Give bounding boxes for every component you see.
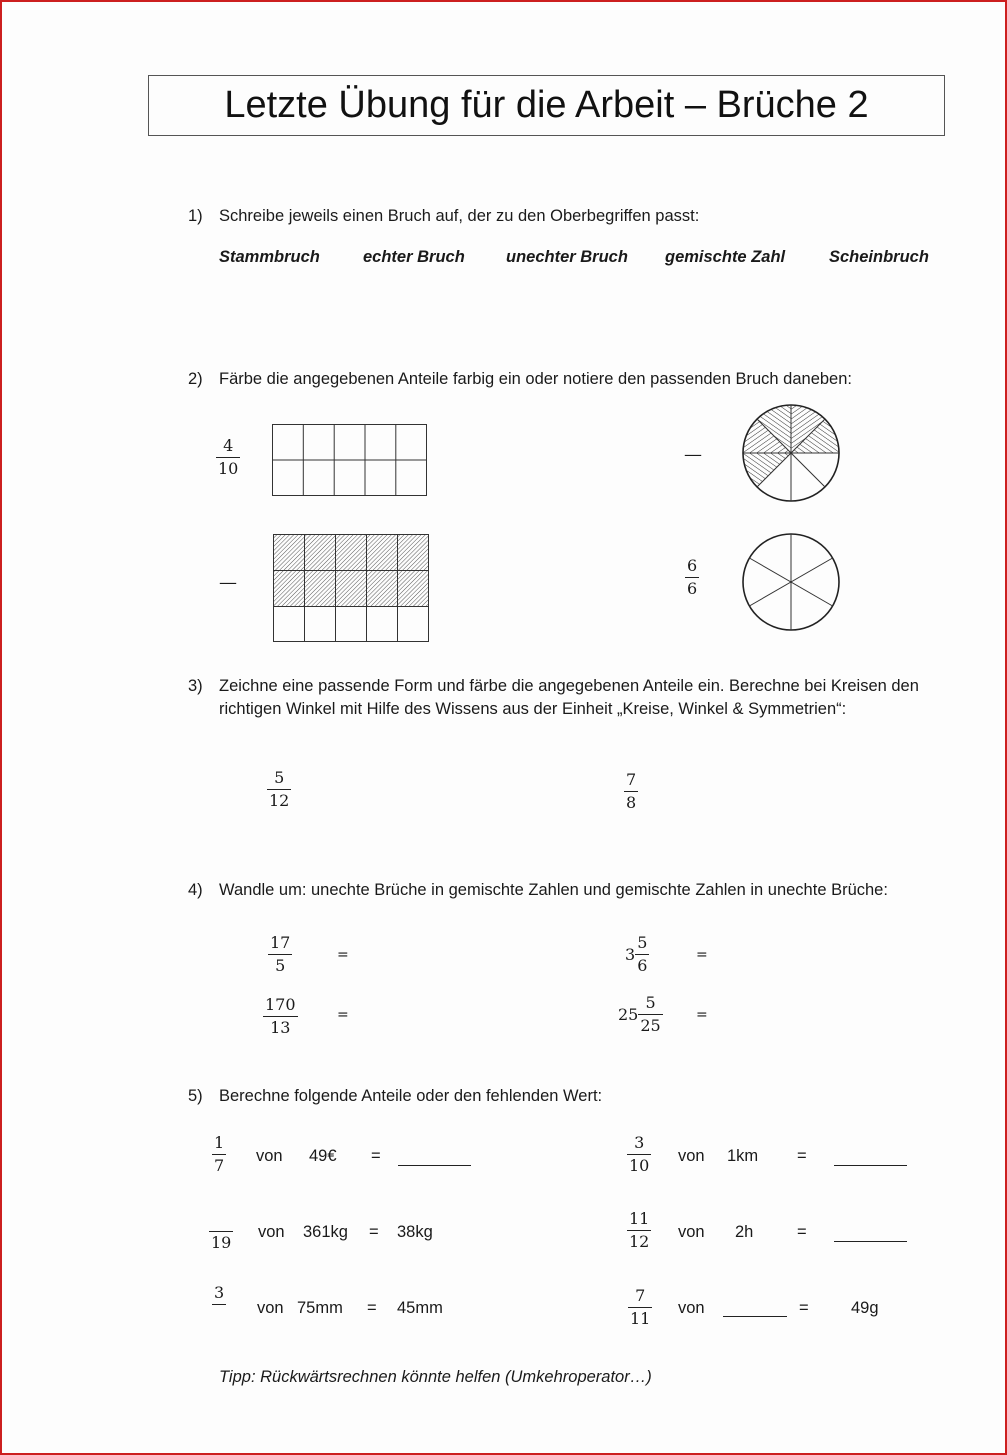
fraction-bar [628,1307,652,1308]
keyword-unechter-bruch: unechter Bruch [506,248,628,266]
task5-fraction-11-12 [627,1210,651,1252]
rect-grid-2x5-empty [272,424,428,497]
equals-sign: = [696,947,708,963]
task2-circle2-fraction [685,557,699,599]
answer-blank[interactable] [834,1151,907,1166]
fraction-denominator: 12 [629,1232,650,1252]
von-label: von [678,1223,705,1241]
task1-text: Schreibe jeweils einen Bruch auf, der zu den Oberbegriffen passt: [219,207,700,225]
task4-number: 4) [188,881,203,899]
fraction-numerator: 5 [637,933,648,952]
task4-mixed-3-5-6 [625,934,649,976]
result-value: 45mm [397,1299,443,1317]
fraction-denominator: 10 [218,459,239,479]
fraction-numerator: 5 [645,993,656,1012]
von-label: von [678,1299,705,1317]
fraction-bar [267,789,291,790]
fraction-denominator: 13 [270,1018,291,1038]
keyword-scheinbruch: Scheinbruch [829,248,929,266]
equals-sign: = [371,1147,381,1165]
task2-rect1-fraction [216,437,240,479]
fraction-bar [216,457,240,458]
task2-rect2-answer-blank[interactable]: — [219,572,237,593]
page-title: Letzte Übung für die Arbeit – Brüche 2 [148,75,945,136]
circle-8-sectors-shaded [742,404,840,502]
keyword-echter-bruch: echter Bruch [363,248,465,266]
mixed-whole: 25 [618,1005,639,1025]
equals-sign: = [797,1147,807,1165]
fraction-numerator-blank[interactable] [219,1211,223,1229]
equals-sign: = [799,1299,809,1317]
equals-sign: = [797,1223,807,1241]
equals-sign: = [337,947,349,963]
fraction-denominator-blank[interactable] [217,1307,221,1325]
fraction-denominator: 7 [214,1156,225,1176]
fraction-bar [624,791,638,792]
fraction-numerator: 170 [265,995,296,1014]
fraction-numerator: 6 [687,556,698,575]
fraction-denominator: 11 [630,1309,651,1329]
answer-blank[interactable] [834,1227,907,1242]
fraction-numerator: 5 [274,768,285,787]
task5-text: Berechne folgende Anteile oder den fehlenden Wert: [219,1087,603,1105]
answer-blank[interactable] [398,1151,471,1166]
task3-number: 3) [188,677,203,695]
task5-fraction-3-blank [212,1284,226,1325]
base-value: 1km [727,1147,759,1165]
tip-text: Tipp: Rückwärtsrechnen könnte helfen (Umkehroperator…) [219,1368,652,1386]
equals-sign: = [369,1223,379,1241]
fraction-denominator: 8 [626,793,637,813]
base-value: 361kg [303,1223,348,1241]
fraction-denominator: 6 [637,956,648,976]
fraction-bar [268,954,292,955]
base-value-blank[interactable] [723,1302,787,1317]
fraction-bar [685,577,699,578]
circle-6-sectors [742,533,840,631]
task3-fraction-b [624,771,638,813]
equals-sign: = [367,1299,377,1317]
base-value: 75mm [297,1299,343,1317]
task4-text: Wandle um: unechte Brüche in gemischte Zahlen und gemischte Zahlen in unechte Brüche: [219,881,888,899]
fraction-denominator: 25 [640,1016,661,1036]
fraction-numerator: 11 [629,1209,650,1228]
task3-text-line2: richtigen Winkel mit Hilfe des Wissens aus der Einheit „Kreise, Winkel & Symmetrien“: [219,700,847,718]
base-value: 49€ [309,1147,337,1165]
fraction-denominator: 6 [687,579,698,599]
fraction-denominator: 12 [269,791,290,811]
task1-number: 1) [188,207,203,225]
fraction-bar [263,1016,298,1017]
equals-sign: = [337,1007,349,1023]
fraction-bar [627,1154,651,1155]
task4-fraction-170-13 [263,996,298,1038]
task5-fraction-7-11 [628,1287,652,1329]
base-value: 2h [735,1223,754,1241]
result-value: 38kg [397,1223,433,1241]
fraction-bar [638,1014,662,1015]
fraction-denominator: 5 [275,956,286,976]
fraction-numerator: 7 [626,770,637,789]
fraction-bar [635,954,649,955]
von-label: von [257,1299,284,1317]
fraction-bar [209,1231,233,1232]
fraction-bar [627,1230,651,1231]
mixed-whole: 3 [625,945,636,965]
fraction-numerator: 3 [634,1133,645,1152]
fraction-numerator: 1 [214,1133,225,1152]
task4-fraction-17-5 [268,934,292,976]
fraction-numerator: 17 [270,933,291,952]
task3-text-line1: Zeichne eine passende Form und färbe die angegebenen Anteile ein. Berechne bei Kreisen den [219,677,919,695]
fraction-numerator: 7 [635,1286,646,1305]
von-label: von [678,1147,705,1165]
fraction-denominator: 19 [211,1233,232,1252]
mixed-fraction [635,934,649,976]
task2-number: 2) [188,370,203,388]
von-label: von [258,1223,285,1241]
task5-fraction-blank-19 [209,1211,233,1252]
fraction-bar [212,1304,226,1305]
fraction-denominator: 10 [629,1156,650,1176]
task5-fraction-1-7 [212,1134,226,1176]
task5-number: 5) [188,1087,203,1105]
task5-fraction-3-10 [627,1134,651,1176]
task2-circle1-answer-blank[interactable]: — [684,444,702,465]
von-label: von [256,1147,283,1165]
rect-grid-3x5-shaded [273,534,430,642]
mixed-fraction [638,994,662,1036]
equals-sign: = [696,1007,708,1023]
task2-text: Färbe die angegebenen Anteile farbig ein oder notiere den passenden Bruch daneben: [219,370,852,388]
fraction-numerator: 4 [223,436,234,455]
keyword-stammbruch: Stammbruch [219,248,320,266]
result-value: 49g [851,1299,879,1317]
task4-mixed-25-5-25 [618,994,663,1036]
fraction-numerator: 3 [214,1283,225,1302]
task3-fraction-a [267,769,291,811]
fraction-bar [212,1154,226,1155]
keyword-gemischte-zahl: gemischte Zahl [665,248,786,266]
